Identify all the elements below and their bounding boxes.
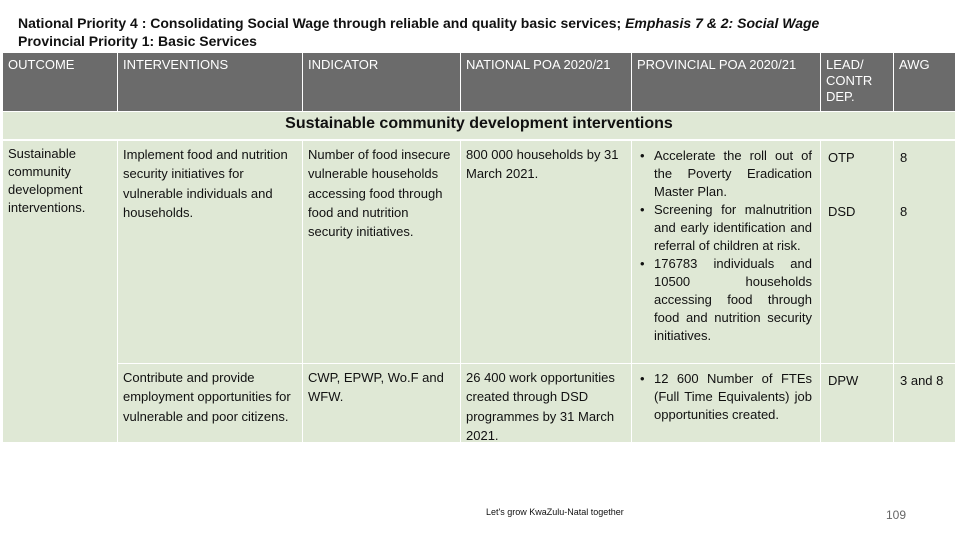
outcome-cell: Sustainable community development interventions.	[3, 141, 117, 442]
awg-value: 3 and 8	[900, 373, 944, 388]
national-poa-cell-2: 26 400 work opportunities created through DSD programmes by 31 March 2021.	[461, 364, 631, 442]
priority-title-main: National Priority 4 : Consolidating Social Wage through reliable and quality basic services;	[18, 15, 626, 31]
lead-dep-value: OTP	[828, 150, 855, 165]
header-provincial-poa: PROVINCIAL POA 2020/21	[632, 53, 820, 111]
awg-cell-1	[894, 141, 955, 363]
header-awg: AWG	[894, 53, 955, 111]
indicator-cell-2: CWP, EPWP, Wo.F and WFW.	[303, 364, 460, 442]
priority-title-emphasis: Emphasis 7 & 2: Social Wage	[625, 15, 820, 31]
header-national-poa: NATIONAL POA 2020/21	[461, 53, 631, 111]
national-poa-cell-1: 800 000 households by 31 March 2021.	[461, 141, 631, 363]
lead-dep-value: DSD	[828, 204, 856, 219]
list-item: • 12 600 Number of FTEs (Full Time Equivalents) job opportunities created.	[638, 370, 812, 424]
lead-dep-value: DPW	[828, 373, 859, 388]
awg-value: 8	[900, 204, 908, 219]
header-indicator: INDICATOR	[303, 53, 460, 111]
section-title: Sustainable community development interventions	[3, 112, 955, 139]
provincial-poa-list-2	[638, 370, 812, 424]
list-item: • Screening for malnutrition and early identification and referral of children at risk.	[638, 201, 812, 255]
lead-dep-cell-1	[821, 141, 893, 363]
page-number: 109	[886, 508, 907, 522]
intervention-cell-2: Contribute and provide employment opportunities for vulnerable and poor citizens.	[118, 364, 302, 442]
indicator-cell-1: Number of food insecure vulnerable households accessing food through food and nutrition security initiatives.	[303, 141, 460, 363]
lead-dep-cell-2	[821, 364, 893, 442]
header-interventions: INTERVENTIONS	[118, 53, 302, 111]
intervention-cell-1: Implement food and nutrition security initiatives for vulnerable individuals and households.	[118, 141, 302, 363]
list-item: • 176783 individuals and 10500 households accessing food through food and nutrition security initiatives.	[638, 255, 812, 345]
provincial-poa-list-1	[638, 147, 812, 345]
awg-cell-2	[894, 364, 955, 442]
provincial-priority-title: Provincial Priority 1: Basic Services	[18, 33, 257, 49]
awg-value: 8	[900, 150, 908, 165]
list-item: • Accelerate the roll out of the Poverty Eradication Master Plan.	[638, 147, 812, 201]
footer-slogan: Let's grow KwaZulu-Natal together	[486, 507, 624, 517]
header-lead-dep: LEAD/ CONTR DEP.	[821, 53, 893, 111]
provincial-poa-cell-2	[632, 364, 820, 442]
priority-title	[18, 15, 819, 31]
header-outcome: OUTCOME	[3, 53, 117, 111]
provincial-poa-cell-1	[632, 141, 820, 363]
